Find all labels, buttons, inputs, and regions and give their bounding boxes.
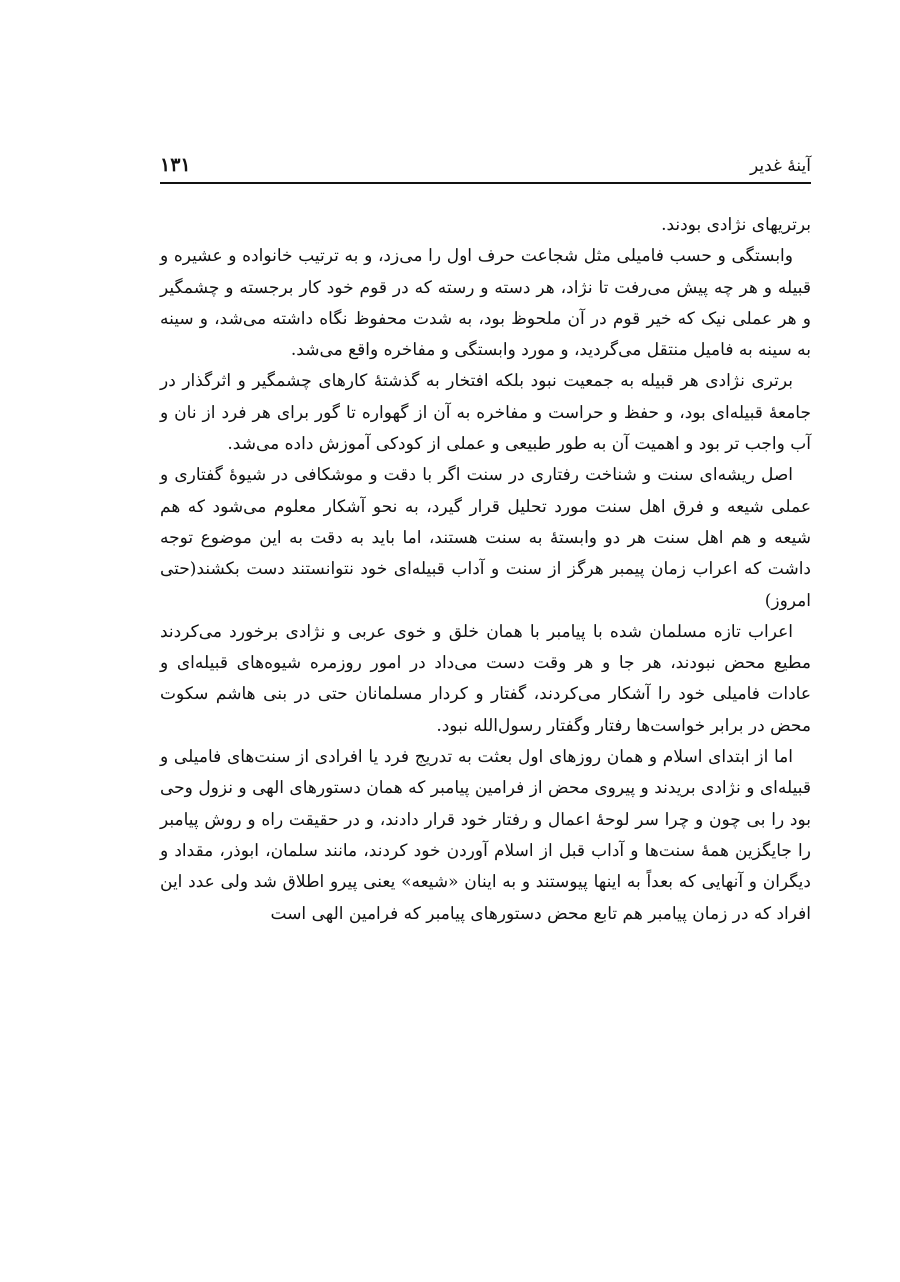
page-number: ۱۳۱ (160, 154, 191, 176)
paragraph: برتری نژادی هر قبیله به جمعیت نبود بلکه افتخار به گذشتهٔ کارهای چشمگیر و اثرگذار در جامعهٔ قبیله‌ای بود، و حفظ و حراست و مفاخره به آن از گهواره تا گور برای هر فرد از نان و آب واجب تر بود و اهمیت آن به طور طبیعی و عملی از کودکی آموزش داده می‌شد. (160, 371, 811, 455)
running-header (160, 140, 811, 184)
paragraph: اعراب تازه مسلمان شده با پیامبر با همان خلق و خوی عربی و نژادی برخورد می‌کردند مطیع محض نبودند، هر جا و هر وقت دست می‌داد در امور روزمره شیوه‌های قبیله‌ای و عادات فامیلی خود را آشکار می‌کردند، گفتار و کردار مسلمانان حتی در بنی هاشم سکوت محض در برابر خواست‌ها رفتار وگفتار رسول‌الله نبود. (160, 621, 811, 736)
paragraph: اما از ابتدای اسلام و همان روزهای اول بعثت به تدریج فرد یا افرادی از سنت‌های فامیلی و قبیله‌ای و نژادی بریدند و پیروی محض از فرامین پیامبر که همان دستورهای الهی و نزول وحی بود را بی چون و چرا سر لوحهٔ اعمال و رفتار خود قرار دادند، و در حقیقت راه و روش پیامبر را جایگزین همهٔ سنت‌ها و آداب قبل از اسلام آوردن خود کردند، مانند سلمان، ابوذر، مقداد و دیگران و آنهایی که بعداً به اینها پیوستند و به اینان «شیعه» یعنی پیرو اطلاق شد ولی عدد این افراد که در زمان پیامبر هم تابع محض دستورهای پیامبر که فرامین الهی است (160, 747, 811, 924)
paragraph: برتریهای نژادی بودند. (661, 215, 811, 235)
paragraph: اصل ریشه‌ای سنت و شناخت رفتاری در سنت اگر با دقت و موشکافی در شیوهٔ گفتاری و عملی شیعه و فرق اهل سنت مورد تحلیل قرار گیرد، به نحو آشکار معلوم می‌شود که هم شیعه و هم اهل سنت هر دو وابستهٔ به سنت هستند، اما باید به دقت به این موضوع توجه داشت که اعراب زمان پیمبر هرگز از سنت و آداب قبیله‌ای خود نتوانستند دست بکشند(حتی امروز) (160, 465, 811, 611)
body-text (160, 210, 811, 930)
book-title: آینهٔ غدیر (749, 156, 811, 176)
book-page (160, 140, 811, 1240)
paragraph: وابستگی و حسب فامیلی مثل شجاعت حرف اول را می‌زد، و به ترتیب خانواده و عشیره و قبیله و هر چه پیش می‌رفت تا نژاد، هر دسته و رسته که در قوم خود کار برجسته و چشمگیر و هر عملی نیک که خیر قوم در آن ملحوظ بود، به شدت محفوظ نگاه داشته می‌شد، و سینه به سینه به فامیل منتقل می‌گردید، و مورد وابستگی و مفاخره واقع می‌شد. (160, 246, 811, 361)
